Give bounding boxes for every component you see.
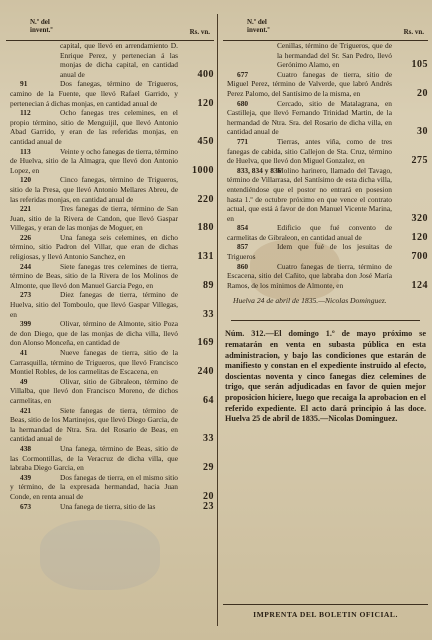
printer-imprint: IMPRENTA DEL BOLETIN OFICIAL. <box>253 610 398 619</box>
paper-stain <box>40 520 160 590</box>
entry-text: Cenillas, término de Trigueros, que de la hermandad del Sr. San Pedro, llevó Gerónimo Alamo, en <box>277 41 392 70</box>
entry-amount: 131 <box>197 251 214 263</box>
entry-number: 439 <box>20 472 32 482</box>
entry-number: 120 <box>20 175 32 185</box>
footer-rule <box>223 604 428 605</box>
entry-text: Siete fanegas tres celemines de tierra, término de Beas, sitio de la Rivera de los Molinos de Almonte, que llevó don Manuel Garcia Pego, en <box>10 261 178 290</box>
inventory-entry <box>223 166 428 224</box>
entry-amount: 23 <box>203 500 214 512</box>
entry-text: Cuatro fanegas de tierra, sitio de Miguel Perez, término de Valverde, que labró Andrés Perez Palomo, del Santísimo de la misma, en <box>227 69 392 98</box>
entry-text: Cuatro fanegas de tierra, término de Escacena, sitio del Cañito, que labraba don José María Ramos, de los mínimos de Almonte, en <box>227 261 392 290</box>
entry-amount: 29 <box>203 462 214 474</box>
entry-number: 673 <box>20 501 32 511</box>
inventory-entry <box>223 41 428 70</box>
entry-amount: 33 <box>203 308 214 320</box>
entry-amount: 240 <box>197 366 214 378</box>
entry-text: Tres fanegas de tierra, término de San Juan, sitio de la Rivera de Candon, que llevó Gaspar Villegas, y eran de las monjas de Moguer, en <box>10 204 178 233</box>
inventory-entry <box>223 242 428 261</box>
entry-text: Diez fanegas de tierra, término de Huelva, sitio del Tomboulo, que llevó Gaspar Villegas, en <box>10 290 178 319</box>
left-header <box>6 14 214 41</box>
entry-text: Cinco fanegas, término de Trigueros, sitio de la Presa, que llevó Antonio Mellares Abreu, de las referidas monjas, en cantidad anual de <box>10 175 178 204</box>
inventory-entry <box>6 41 214 79</box>
header-money-label: Rs. vn. <box>189 28 210 36</box>
header-inventory-label: invent.º <box>247 26 270 34</box>
entry-number: 112 <box>20 108 31 118</box>
entry-amount: 20 <box>417 87 428 99</box>
inventory-entry <box>6 262 214 291</box>
entry-text: Una fanega de tierra, sitio de las <box>60 501 156 511</box>
entry-text: Tierras, antes viña, como de tres fanegas de cabida, sitio Callejon de Sta. Cruz, término de Huelva, que llevó don Miguel Gonzalez, en <box>227 136 392 166</box>
inventory-entry <box>223 223 428 242</box>
inventory-entry <box>6 290 214 319</box>
entry-text: Dos fanegas, término de Trigueros, camino de la Fuente, que llevó Rafael Garrido, y pertenecian á dichas monjas, en cantidad anual de <box>10 79 178 108</box>
inventory-entry <box>6 406 214 444</box>
entry-text: Una fanega seis celemines, en dicho término, sitio Padron del Villar, que eran de dichas religiosas, y llevó Antonio Sanchez, en <box>10 232 178 262</box>
entry-amount: 105 <box>411 59 428 71</box>
left-entry-list <box>6 41 214 511</box>
header-number-label: N.º del <box>30 18 50 26</box>
inventory-entry <box>223 262 428 291</box>
entry-text: Dos fanegas de tierra, en el mismo sitio y término, de la expresada hermandad, hacia Juan Conde, en renta anual de <box>10 472 178 501</box>
notice-body: El domingo 1.º de mayo próximo se rematarán en venta en subasta pública en esta administracion, y bajo las condiciones que estarán de manifiesto y constan en el expediente instruido al efecto, doscientas noventa y cinco fanegas diez celemines de trigo, que serán adjudicadas en favor de quien mejor proposicion hiciere, luego que recaiga la aprobacion en el referido expediente. El acto dará principio á las doce. Huelva 25 de abril de 1835.—Nicolas Dominguez. <box>225 329 426 424</box>
header-number-label: N.º del <box>247 18 267 26</box>
column-divider <box>217 14 218 626</box>
entry-text: capital, que llevó en arrendamiento D. Enrique Perez, y pertenecian á las monjas de dicha capital, en cantidad anual de <box>60 41 178 79</box>
entry-number: 91 <box>20 79 28 89</box>
inventory-entry <box>6 233 214 262</box>
entry-amount: 169 <box>197 337 214 349</box>
entry-number: 113 <box>20 146 31 156</box>
entry-amount: 1000 <box>192 164 214 176</box>
auction-notice <box>223 329 428 424</box>
entry-amount: 180 <box>197 222 214 234</box>
entry-amount: 20 <box>203 490 214 502</box>
entry-text: Olivar, término de Almonte, sitio Poza de don Diego, que de las monjas de dicha villa, llevó don Alonso Monceña, en cantidad de <box>10 319 178 348</box>
inventory-entry <box>223 137 428 166</box>
entry-amount: 89 <box>203 279 214 291</box>
entry-amount: 450 <box>197 135 214 147</box>
header-inventory-label: invent.º <box>30 26 53 34</box>
entry-amount: 400 <box>197 68 214 80</box>
entry-text: Siete fanegas de tierra, término de Beas, sitio de los Martinejos, que llevó Diego Garcia, de la hermandad de Ntra. Sra. del Rosario de Beas, en cantidad anual de <box>10 405 178 444</box>
entry-amount: 120 <box>197 97 214 109</box>
entry-text: Una fanega, término de Beas, sitio de las Cormontillas, de la Veracruz de dicha villa, que labraba Diego Garcia, en <box>10 443 178 473</box>
entry-amount: 124 <box>411 279 428 291</box>
entry-amount: 320 <box>411 212 428 224</box>
entry-text: Idem que fué de los jesuitas de Trigueros <box>227 242 392 262</box>
entry-number: 854 <box>237 223 249 233</box>
right-header <box>223 14 428 41</box>
right-entry-list <box>223 41 428 290</box>
inventory-entry <box>6 473 214 502</box>
entry-text: Olivar, sitio de Gibraleon, término de Villalba, que llevó don Francisco Moreno, de dichos carmelitas, en <box>10 376 178 405</box>
inventory-entry <box>6 147 214 176</box>
notice-number: Núm. 312.— <box>225 329 274 339</box>
entry-number: 41 <box>20 348 28 357</box>
header-money-label: Rs. vn. <box>403 28 424 36</box>
inventory-entry <box>6 108 214 146</box>
entry-amount: 275 <box>411 155 428 167</box>
inventory-entry <box>223 70 428 99</box>
section-rule <box>231 320 420 321</box>
inventory-entry <box>6 319 214 348</box>
inventory-entry <box>6 502 214 512</box>
inventory-entry <box>6 79 214 108</box>
inventory-entry <box>6 204 214 233</box>
entry-number: 677 <box>237 69 249 79</box>
inventory-entry <box>6 348 214 377</box>
entry-number: 857 <box>237 242 249 252</box>
entry-number: 680 <box>237 98 249 108</box>
entry-text: Cercado, sitio de Matalagrana, en Castilleja, que llevó Fernando Trinidad Martin, de la hermandad de Ntra. Sra. del Rosario de dicha villa, en cantidad anual de <box>227 98 392 137</box>
entry-text: Ocho fanegas tres celemines, en el propio término, sitio de Menguijil, que llevó Antonio Abad Garrido, y eran de las referidas monjas, en cantidad anual de <box>10 108 178 146</box>
entry-number: 244 <box>20 261 32 271</box>
inventory-entry <box>6 444 214 473</box>
entry-number: 860 <box>237 261 249 271</box>
entry-number: 399 <box>20 319 32 329</box>
entry-text: Molino harinero, llamado del Tavago, término de Villarrasa, del Santísimo de esta dicha villa, entendiéndose que el postor no entrará en posesion hasta 1.º de octubre próximo en que vence el contrato actual, que está á favor de don Manuel Vicente Marina, en <box>227 165 392 223</box>
entry-amount: 30 <box>417 126 428 138</box>
entry-number: 421 <box>20 405 32 415</box>
entry-number: 273 <box>20 290 32 300</box>
date-signature: Huelva 24 de abril de 1835.—Nicolas Dominguez. <box>233 296 387 306</box>
inventory-entry <box>223 99 428 137</box>
entry-number: 49 <box>20 376 28 386</box>
inventory-entry <box>6 175 214 204</box>
entry-number: 438 <box>20 443 32 453</box>
left-column <box>6 14 214 511</box>
entry-text: Veinte y ocho fanegas de tierra, término de Huelva, sitio de la Almagra, que llevó don Antonio Lopez, en <box>10 146 178 175</box>
entry-amount: 120 <box>411 231 428 243</box>
entry-number: 771 <box>237 136 249 146</box>
entry-number: 221 <box>20 204 32 214</box>
entry-number: 833, 834 y 836 <box>237 165 282 175</box>
entry-number: 226 <box>20 232 32 242</box>
entry-text: Nueve fanegas de tierra, sitio de la Carrasquilla, término de Trigueros, que llevó Francisco Montiel Robles, de los carmelitas de Escacena, en <box>10 348 178 377</box>
inventory-entry <box>6 377 214 406</box>
entry-text: Edificio que fué convento de carmelitas de Gibraleon, en cantidad anual de <box>227 223 392 242</box>
right-column <box>223 14 428 425</box>
entry-amount: 700 <box>411 251 428 263</box>
entry-amount: 64 <box>203 394 214 406</box>
entry-amount: 33 <box>203 433 214 445</box>
entry-amount: 220 <box>197 193 214 205</box>
